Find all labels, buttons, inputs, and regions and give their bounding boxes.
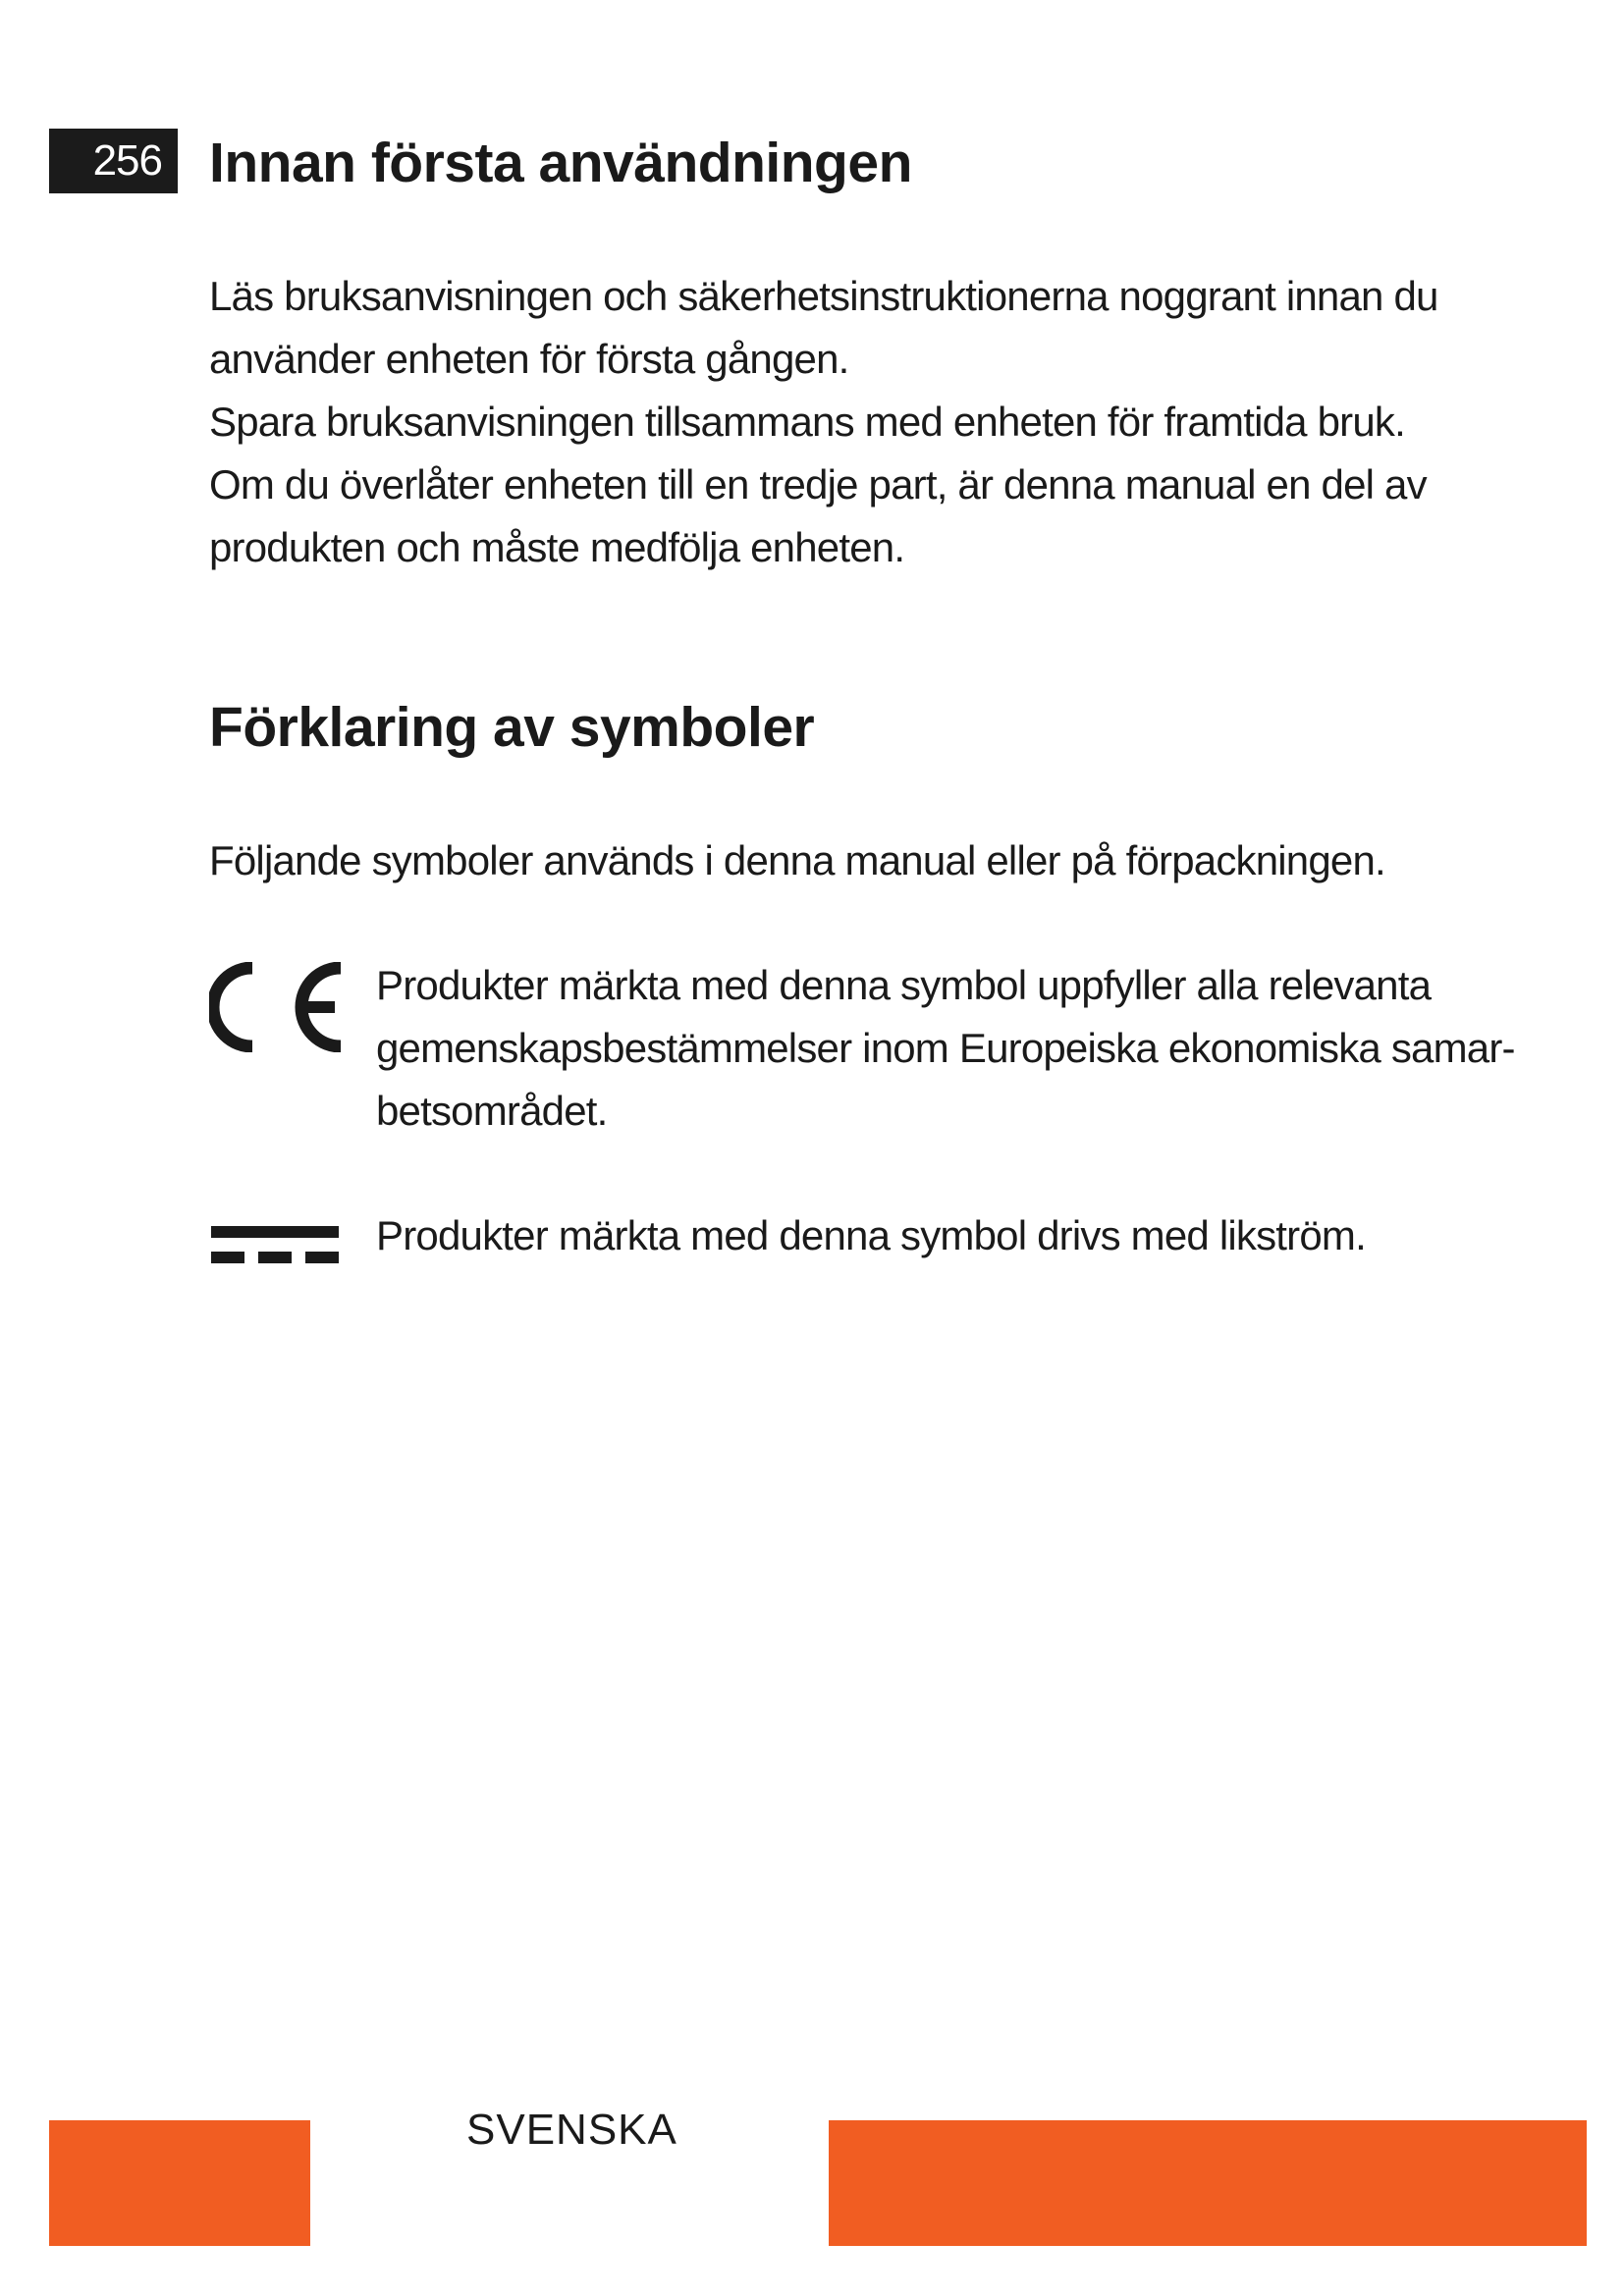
section-title-symbol-explanation: Förklaring av symboler [209,696,815,759]
footer-accent-bar-right [829,2120,1587,2246]
symbols-intro-text: Följande symboler används i denna manual eller på förpackningen. [209,837,1385,883]
page-number: 256 [49,129,178,193]
intro-line: Om du överlåter enheten till en tredje part, är denna manual en del av [209,461,1427,507]
ce-mark-description [376,954,1515,1143]
intro-line: använder enheten för första gången. [209,336,849,382]
direct-current-icon [209,1222,342,1269]
intro-line: Spara bruksanvisningen tillsammans med enheten för framtida bruk. [209,399,1405,445]
intro-paragraph [209,265,1438,579]
intro-line: produkten och måste medfölja enheten. [209,524,905,570]
dc-description-line: Produkter märkta med denna symbol drivs med likström. [376,1212,1366,1258]
footer-accent-bar-left [49,2120,310,2246]
ce-mark-icon [209,962,342,1052]
ce-description-line: Produkter märkta med denna symbol uppfyller alla relevanta [376,962,1432,1008]
ce-description-line: betsområdet. [376,1088,608,1134]
direct-current-description [376,1204,1366,1267]
ce-description-line: gemenskapsbestämmelser inom Europeiska ekonomiska samar- [376,1025,1515,1071]
section-title-before-first-use: Innan första användningen [209,132,912,194]
footer-language-label: SVENSKA [466,2106,677,2154]
intro-line: Läs bruksanvisningen och säkerhetsinstruktionerna noggrant innan du [209,273,1438,319]
